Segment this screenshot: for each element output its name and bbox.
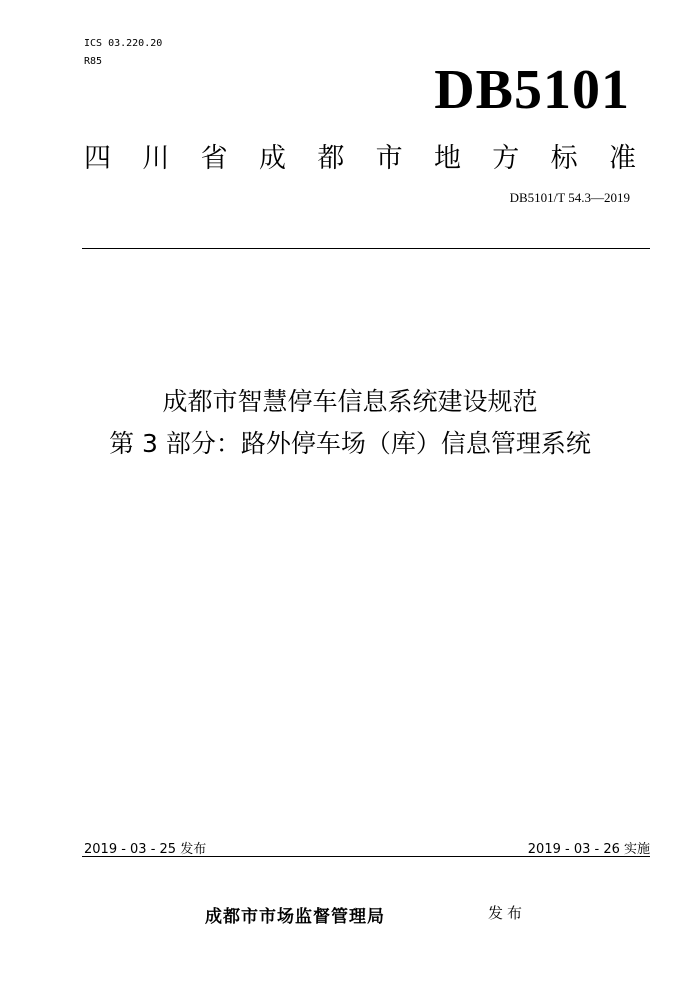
db-code-logo: DB5101 <box>434 59 630 121</box>
standard-type-char: 市 <box>375 143 403 174</box>
standard-type-char: 方 <box>492 143 520 174</box>
ics-code: ICS 03.220.20 <box>84 38 163 49</box>
standard-type-char: 都 <box>317 143 345 174</box>
standard-type-char: 地 <box>433 143 461 174</box>
standard-type-heading <box>84 136 636 175</box>
standard-type-char: 标 <box>550 143 578 174</box>
publisher-name: 成都市市场监督管理局 <box>205 907 385 927</box>
standard-number: DB5101/T 54.3—2019 <box>509 190 630 205</box>
issue-date: 2019 - 03 - 25 发布 <box>84 842 207 857</box>
publish-label: 发布 <box>488 904 527 922</box>
implementation-date: 2019 - 03 - 26 实施 <box>527 842 650 857</box>
header-divider <box>82 248 650 249</box>
document-title-line-2: 第 3 部分：路外停车场（库）信息管理系统 <box>109 429 591 458</box>
standard-type-char: 川 <box>142 143 170 174</box>
document-title-line-1: 成都市智慧停车信息系统建设规范 <box>162 387 538 416</box>
classification-code: R85 <box>84 56 103 67</box>
standard-type-char: 准 <box>608 143 636 174</box>
standard-type-char: 省 <box>200 143 228 174</box>
standard-type-char: 成 <box>258 143 286 174</box>
footer-divider <box>82 856 650 857</box>
standard-type-char: 四 <box>84 143 111 174</box>
